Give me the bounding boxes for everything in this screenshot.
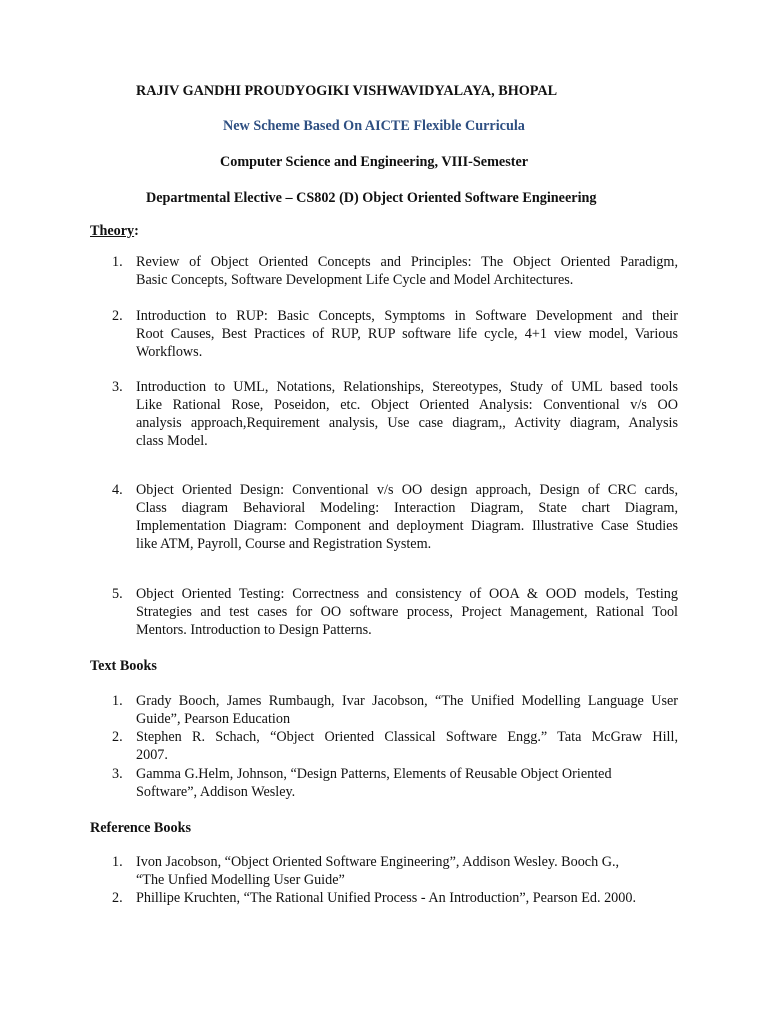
- text-line: Review of Object Oriented Concepts and Principles: The Object Oriented Paradigm,: [136, 254, 678, 270]
- text-line: 2007.: [136, 747, 168, 763]
- reference-books-heading: Reference Books: [90, 820, 191, 836]
- theory-item: [112, 585, 678, 643]
- theory-item: [112, 481, 678, 557]
- reference-book-item: [112, 853, 678, 889]
- theory-item: [112, 378, 678, 454]
- item-text: [136, 853, 678, 889]
- item-text: [136, 765, 678, 801]
- program-title: Computer Science and Engineering, VIII-Semester: [220, 154, 529, 170]
- text-line: Introduction to RUP: Basic Concepts, Symptoms in Software Development and their: [136, 308, 678, 324]
- item-number: 5.: [112, 586, 123, 602]
- text-line: Implementation Diagram: Component and deployment Diagram. Illustrative Case Studies: [136, 518, 678, 534]
- item-text: [136, 307, 678, 361]
- item-text: [136, 692, 678, 728]
- text-line: Workflows.: [136, 344, 203, 360]
- text-line: Mentors. Introduction to Design Patterns.: [136, 622, 372, 638]
- text-line: Introduction to UML, Notations, Relationships, Stereotypes, Study of UML based tools: [136, 379, 678, 395]
- item-number: 1.: [112, 693, 123, 709]
- text-book-item: [112, 728, 678, 764]
- item-text: [136, 378, 678, 450]
- theory-heading-text: Theory: [90, 223, 135, 239]
- item-text: [136, 728, 678, 764]
- theory-item: [112, 307, 678, 365]
- text-line: Object Oriented Design: Conventional v/s OO design approach, Design of CRC cards,: [136, 482, 678, 498]
- item-number: 1.: [112, 254, 123, 270]
- text-line: like ATM, Payroll, Course and Registration System.: [136, 536, 432, 552]
- text-line: Software”, Addison Wesley.: [136, 784, 296, 800]
- scheme-title: New Scheme Based On AICTE Flexible Curricula: [223, 118, 525, 134]
- text-line: Ivon Jacobson, “Object Oriented Software Engineering”, Addison Wesley. Booch G.,: [136, 854, 620, 870]
- item-number: 3.: [112, 379, 123, 395]
- item-number: 2.: [112, 729, 123, 745]
- item-text: [136, 253, 678, 289]
- text-line: analysis approach,Requirement analysis, Use case diagram,, Activity diagram, Analysis: [136, 415, 678, 431]
- theory-heading-colon: :: [134, 223, 139, 239]
- item-text: [136, 889, 678, 907]
- text-line: Strategies and test cases for OO software process, Project Management, Rational Tool: [136, 604, 678, 620]
- text-line: Basic Concepts, Software Development Life Cycle and Model Architectures.: [136, 272, 574, 288]
- theory-item: [112, 253, 678, 293]
- text-line: Object Oriented Testing: Correctness and consistency of OOA & OOD models, Testing: [136, 586, 678, 602]
- text-book-item: [112, 765, 678, 801]
- item-text: [136, 481, 678, 553]
- text-line: Phillipe Kruchten, “The Rational Unified Process - An Introduction”, Pearson Ed. 2000.: [136, 890, 637, 906]
- theory-heading: [90, 222, 139, 240]
- text-line: Stephen R. Schach, “Object Oriented Classical Software Engg.” Tata McGraw Hill,: [136, 729, 678, 745]
- text-line: Class diagram Behavioral Modeling: Interaction Diagram, State chart Diagram,: [136, 500, 678, 516]
- text-line: class Model.: [136, 433, 208, 449]
- course-title: Departmental Elective – CS802 (D) Object Oriented Software Engineering: [146, 190, 597, 206]
- text-book-item: [112, 692, 678, 728]
- text-books-heading: Text Books: [90, 658, 157, 674]
- text-line: Gamma G.Helm, Johnson, “Design Patterns, Elements of Reusable Object Oriented: [136, 766, 612, 782]
- item-number: 4.: [112, 482, 123, 498]
- item-number: 1.: [112, 854, 123, 870]
- reference-book-item: [112, 889, 678, 907]
- text-line: Root Causes, Best Practices of RUP, RUP software life cycle, 4+1 view model, Various: [136, 326, 678, 342]
- text-line: Grady Booch, James Rumbaugh, Ivar Jacobson, “The Unified Modelling Language User: [136, 693, 678, 709]
- item-number: 2.: [112, 308, 123, 324]
- text-line: Guide”, Pearson Education: [136, 711, 291, 727]
- item-number: 3.: [112, 766, 123, 782]
- text-line: Like Rational Rose, Poseidon, etc. Object Oriented Analysis: Conventional v/s OO: [136, 397, 678, 413]
- text-line: “The Unfied Modelling User Guide”: [136, 872, 345, 888]
- item-text: [136, 585, 678, 639]
- item-number: 2.: [112, 890, 123, 906]
- university-title: RAJIV GANDHI PROUDYOGIKI VISHWAVIDYALAYA, BHOPAL: [136, 83, 558, 99]
